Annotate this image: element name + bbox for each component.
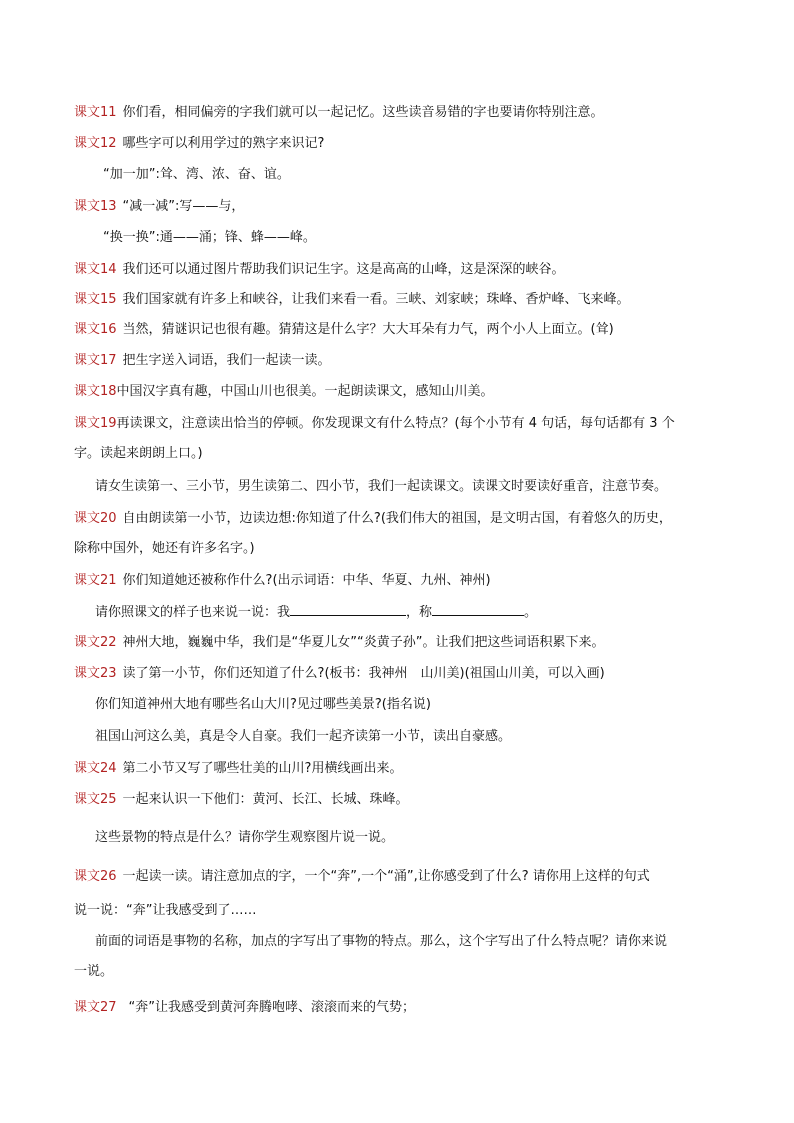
- paragraph-14: [74, 262, 565, 278]
- paragraph-text: 你们知道神州大地有哪些名山大川?见过哪些美景?(指名说): [95, 697, 431, 712]
- paragraph-text: 神州大地，巍巍中华，我们是“华夏儿女”“炎黄子孙”。让我们把这些词语积累下来。: [122, 635, 605, 650]
- paragraph-17: [74, 353, 331, 369]
- section-label: 课文19: [74, 416, 117, 431]
- paragraph-text: 你们知道她还被称作什么?(出示词语：中华、华夏、九州、神州): [122, 573, 491, 588]
- answer-blank-2[interactable]: [432, 603, 524, 616]
- paragraph-12: [74, 136, 324, 152]
- paragraph-fill-blank: [95, 603, 537, 621]
- section-label: 课文23: [74, 666, 117, 681]
- section-label: 课文18: [74, 384, 117, 399]
- section-label: 课文13: [74, 199, 117, 214]
- paragraph-text: 一起读一读。请注意加点的字，一个“奔”,一个“涌”,让你感受到了什么? 请你用上这样的句式: [122, 869, 650, 884]
- paragraph-explanation: [95, 934, 667, 950]
- paragraph-text: “换一换”:通——涌；锋、蜂——峰。: [103, 230, 316, 245]
- paragraph-22: [74, 635, 605, 651]
- section-label: 课文12: [74, 136, 117, 151]
- section-label: 课文24: [74, 761, 117, 776]
- paragraph-19: [74, 416, 675, 432]
- paragraph-26-continued: [74, 903, 256, 919]
- paragraph-21: [74, 573, 491, 589]
- paragraph-text: 一说。: [74, 964, 114, 979]
- paragraph-add: [103, 167, 290, 183]
- paragraph-text: 中国汉字真有趣，中国山川也很美。一起朗读课文，感知山川美。: [116, 384, 494, 399]
- paragraph-text: 第二小节又写了哪些壮美的山川?用横线画出来。: [122, 761, 403, 776]
- paragraph-text: 把生字送入词语，我们一起读一读。: [122, 353, 331, 368]
- paragraph-text: 字。读起来朗朗上口。): [74, 446, 203, 461]
- paragraph-text: 哪些字可以利用学过的熟字来识记?: [122, 136, 325, 151]
- section-label: 课文11: [74, 105, 117, 120]
- paragraph-pride: [95, 729, 511, 745]
- section-label: 课文27: [74, 1000, 117, 1015]
- paragraph-text: 一起来认识一下他们：黄河、长江、长城、珠峰。: [122, 792, 409, 807]
- paragraph-text: 再读课文，注意读出恰当的停顿。你发现课文有什么特点？(每个小节有 4 句话，每句话都有 3 个: [116, 416, 675, 431]
- paragraph-text: 这些景物的特点是什么？请你学生观察图片说一说。: [95, 830, 395, 845]
- paragraph-16: [74, 322, 614, 338]
- paragraph-text: 你们看，相同偏旁的字我们就可以一起记忆。这些读音易错的字也要请你特别注意。: [122, 105, 604, 120]
- prompt-text: ，称: [406, 605, 433, 620]
- paragraph-20-continued: [74, 541, 255, 557]
- paragraph-swap: [103, 230, 316, 246]
- section-label: 课文16: [74, 322, 117, 337]
- paragraph-13: [74, 199, 244, 215]
- paragraph-text: “减一减”:写——与，: [122, 199, 245, 214]
- paragraph-18: [74, 384, 494, 400]
- paragraph-text: 除称中国外，她还有许多名字。): [74, 541, 255, 556]
- section-label: 课文25: [74, 792, 117, 807]
- paragraph-text: 读了第一小节，你们还知道了什么?(板书：我神州 山川美)(祖国山川美，可以入画): [122, 666, 605, 681]
- prompt-text: 。: [524, 605, 538, 620]
- section-label: 课文22: [74, 635, 117, 650]
- paragraph-text: 说一说：“奔”让我感受到了……: [74, 903, 257, 918]
- paragraph-text: 请女生读第一、三小节，男生读第二、四小节，我们一起读课文。读课文时要读好重音，注意节奏。: [95, 479, 668, 494]
- paragraph-text: “加一加”:耸、湾、浓、奋、谊。: [103, 167, 290, 182]
- paragraph-15: [74, 292, 630, 308]
- section-label: 课文14: [74, 262, 117, 277]
- section-label: 课文20: [74, 511, 117, 526]
- paragraph-scenery-question: [95, 697, 431, 713]
- paragraph-26: [74, 869, 650, 885]
- paragraph-27: [74, 1000, 415, 1016]
- section-label: 课文15: [74, 292, 117, 307]
- paragraph-25: [74, 792, 409, 808]
- paragraph-11: [74, 105, 604, 121]
- paragraph-reading-roles: [95, 479, 667, 495]
- paragraph-text: 我们国家就有许多上和峡谷，让我们来看一看。三峡、刘家峡；珠峰、香炉峰、飞来峰。: [122, 292, 630, 307]
- section-label: 课文17: [74, 353, 117, 368]
- paragraph-text: 前面的词语是事物的名称，加点的字写出了事物的特点。那么，这个字写出了什么特点呢？请你来说: [95, 934, 668, 949]
- paragraph-19-continued: [74, 446, 203, 462]
- paragraph-text: “奔”让我感受到黄河奔腾咆哮、滚滚而来的气势；: [128, 1000, 416, 1015]
- paragraph-text: 自由朗读第一小节，边读边想:你知道了什么?(我们伟大的祖国，是文明古国，有着悠久的历史，: [122, 511, 672, 526]
- paragraph-20: [74, 511, 672, 527]
- prompt-text: 请你照课文的样子也来说一说：我: [95, 605, 291, 620]
- section-label: 课文21: [74, 573, 117, 588]
- paragraph-features: [95, 830, 394, 846]
- paragraph-text: 祖国山河这么美，真是令人自豪。我们一起齐读第一小节，读出自豪感。: [95, 729, 512, 744]
- paragraph-text: 当然，猜谜识记也很有趣。猜猜这是什么字？大大耳朵有力气，两个小人上面立。(耸): [122, 322, 614, 337]
- paragraph-23: [74, 666, 605, 682]
- paragraph-24: [74, 761, 402, 777]
- paragraph-explanation-continued: [74, 964, 113, 980]
- paragraph-text: 我们还可以通过图片帮助我们识记生字。这是高高的山峰，这是深深的峡谷。: [122, 262, 565, 277]
- answer-blank-1[interactable]: [290, 603, 406, 616]
- section-label: 课文26: [74, 869, 117, 884]
